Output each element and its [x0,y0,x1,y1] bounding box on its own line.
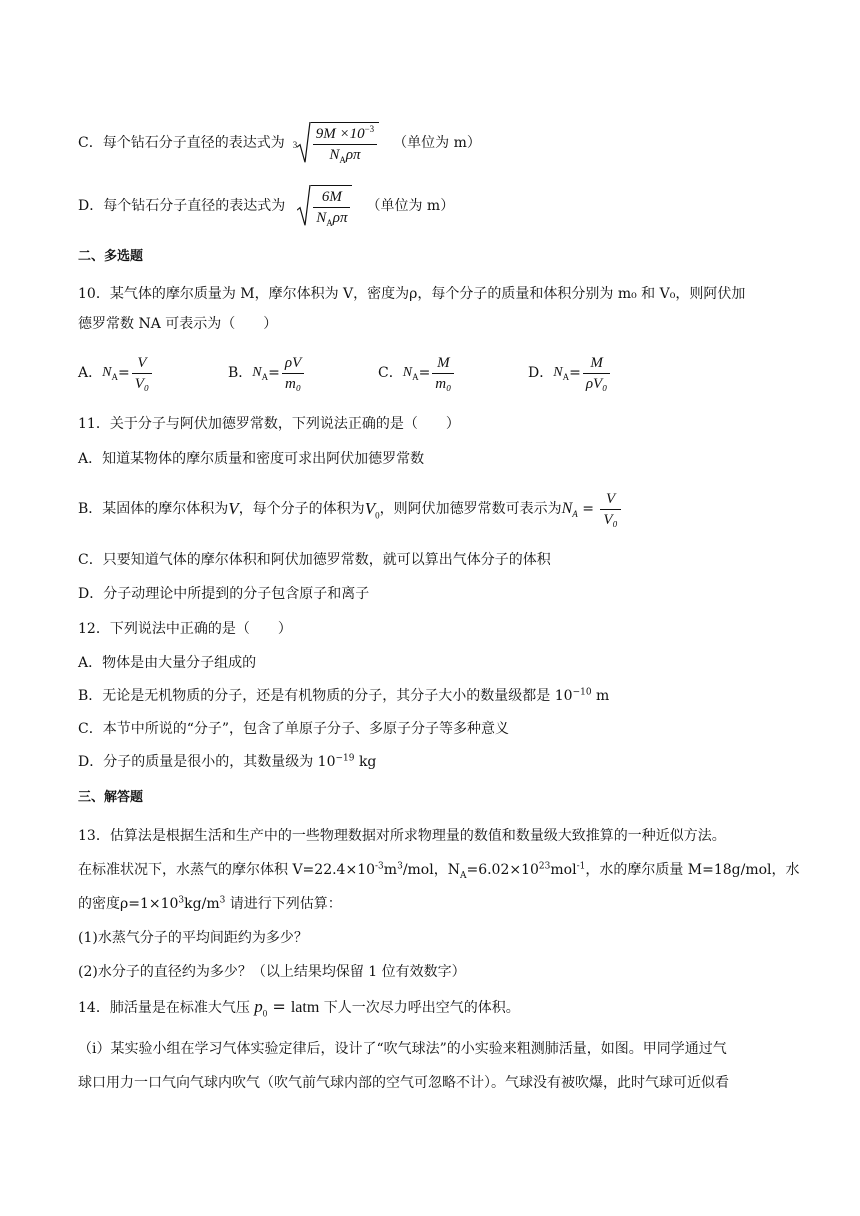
q10-option-d [528,350,612,396]
q13-l2-exp1: -3 [375,861,384,872]
option-numerator: ρV [282,354,304,374]
option-equals: = [569,365,581,381]
q14-line1 [78,996,520,1019]
q11-b-text-3: ，则阿伏加德罗常数可表示为 [379,501,562,517]
q13-l2-exp3: 23 [538,861,551,872]
q14-value: latm [290,999,320,1016]
q9-d-numerator: 6M [313,188,350,208]
q10-option-c [378,350,456,396]
option-lhs-sub: A [562,371,570,382]
option-denominator: m₀ [435,375,452,392]
q9-c-den-sub: A [339,155,346,165]
q9-option-c [78,115,481,171]
section-answer-heading: 三、解答题 [78,790,144,805]
q9-option-c-unit: （单位为 m） [393,135,481,151]
q9-c-den-n: N [329,147,340,163]
q11-option-c: C．只要知道气体的摩尔体积和阿伏加德罗常数，就可以算出气体分子的体积 [78,552,551,568]
q13-l2-c: /mol，N [402,862,460,878]
q12-option-d [78,751,376,773]
q9-d-den-sub: A [326,218,333,228]
q13-line3 [78,893,342,915]
q10-option-b [228,350,306,396]
option-numerator: V [132,354,152,374]
q12-stem: 12．下列说法中正确的是（ ） [78,621,292,637]
option-lhs-sub: A [412,371,419,382]
cube-root-expression [292,122,379,165]
q13-l2-f: mol [550,862,577,878]
q11-option-d: D．分子动理论中所提到的分子包含原子和离子 [78,586,370,602]
q10-stem-line2: 德罗常数 NA 可表示为（ ） [78,316,278,332]
q12-b-unit: m [591,688,610,704]
q14-var-p-sub: 0 [262,1008,268,1019]
option-label: C． [378,365,403,381]
q11-b-var-n-sub: A [572,509,578,520]
option-denominator: m₀ [285,375,302,392]
q10-options [78,350,778,396]
q13-l2-g: ，水的摩尔质量 M=18g/mol，水 [585,862,800,878]
q13-sub-question-2: (2)水分子的直径约为多少？（以上结果均保留 1 位有效数字） [78,964,466,980]
option-label: D． [528,365,554,381]
q13-line1: 13．估算法是根据生活和生产中的一些物理数据对所求物理量的数值和数量级大致推算的一种近似方法。 [78,828,726,844]
q14-equals: = [267,997,291,1016]
option-equals: = [418,365,431,381]
q11-b-denominator: V₀ [603,511,618,528]
q9-option-c-text: C．每个钻石分子直径的表达式为 [78,135,285,151]
q11-option-a: A．知道某物体的摩尔质量和密度可求出阿伏加德罗常数 [78,451,425,467]
option-label: A． [78,365,103,381]
square-root-expression [297,185,352,227]
option-lhs: N [102,365,112,380]
q12-b-exponent: −10 [572,687,592,698]
q11-stem: 11．关于分子与阿伏加德罗常数，下列说法正确的是（ ） [78,416,460,432]
q13-l3-c: 请进行下列估算： [225,896,342,912]
option-lhs-sub: A [261,371,269,382]
option-denominator: ρV₀ [585,375,608,392]
q13-l2-d: =6.02×10 [466,862,539,878]
q9-d-den-rest: ρπ [332,210,348,226]
q13-sub-question-1: (1)水蒸气分子的平均间距约为多少？ [78,930,308,946]
q11-b-equals: = [577,501,599,517]
q13-l2-exp2: 3 [397,861,403,872]
q14-line2: （i）某实验小组在学习气体实验定律后，设计了“吹气球法”的小实验来粗测肺活量，如图。甲同学通过气 [78,1041,727,1057]
q13-l2-exp4: -1 [576,861,586,872]
q12-d-exponent: −19 [335,753,355,764]
option-lhs-sub: A [111,371,118,382]
option-equals: = [268,365,280,381]
q12-option-c: C．本节中所说的“分子”，包含了单原子分子、多原子分子等多种意义 [78,721,510,737]
q11-b-var-v0: V [364,499,376,518]
option-lhs: N [252,365,262,380]
q13-l3-exp1: 3 [178,895,185,906]
q11-b-numerator: V [600,490,620,510]
q11-b-var-n: N [561,500,573,517]
q14-line3: 球口用力一口气向气球内吹气（吹气前气球内部的空气可忽略不计）。气球没有被吹爆，此时气球可近似看 [78,1075,729,1091]
q14-var-p: p [254,997,263,1016]
q10-stem-line1: 10．某气体的摩尔质量为 M，摩尔体积为 V，密度为ρ，每个分子的质量和体积分别为 m₀ 和 V₀，则阿伏加 [78,286,746,302]
q12-option-a: A．物体是由大量分子组成的 [78,655,257,671]
option-numerator: M [432,354,454,374]
section-multiple-choice-heading: 二、多选题 [78,249,144,264]
q9-option-d-text: D．每个钻石分子直径的表达式为 [78,198,286,214]
option-lhs: N [402,365,413,380]
q11-b-var-v0-sub: 0 [375,510,380,521]
option-numerator: M [583,354,611,374]
option-lhs: N [553,365,563,380]
q12-option-b [78,685,609,707]
q14-l1-a: 14．肺活量是在标准大气压 [78,1000,255,1016]
option-denominator: V₀ [134,375,150,392]
q10-option-a [78,350,154,396]
q13-line2 [78,859,800,881]
q11-b-text-2: ，每个分子的体积为 [238,501,365,517]
q11-option-b [78,486,623,532]
q13-l3-b: kg/m [184,896,220,912]
q13-l2-sub1: A [459,870,467,881]
q9-option-d [78,180,454,232]
q12-b-text: B．无论是无机物质的分子，还是有机物质的分子，其分子大小的数量级都是 10 [78,688,573,704]
q11-b-var-v: V [228,499,239,518]
q9-option-d-unit: （单位为 m） [366,198,455,214]
q12-d-unit: kg [354,754,377,770]
q12-d-text: D．分子的质量是很小的，其数量级为 10 [78,754,336,770]
q11-b-text-1: B．某固体的摩尔体积为 [78,501,229,517]
option-label: B． [228,365,253,381]
q9-c-numerator: 9M ×10 [315,126,365,142]
root-index: 3 [292,140,298,150]
q13-l3-a: 的密度ρ=1×10 [78,896,179,912]
q9-c-den-rest: ρπ [345,147,361,163]
q14-l1-b: 下人一次尽力呼出空气的体积。 [319,1000,520,1016]
q9-c-exponent: −3 [364,124,375,134]
q13-l2-a: 在标准状况下，水蒸气的摩尔体积 V=22.4×10 [78,862,376,878]
option-equals: = [117,365,130,381]
q13-l3-exp2: 3 [219,895,226,906]
q13-l2-b: m [383,862,398,878]
q9-d-den-n: N [316,210,327,226]
